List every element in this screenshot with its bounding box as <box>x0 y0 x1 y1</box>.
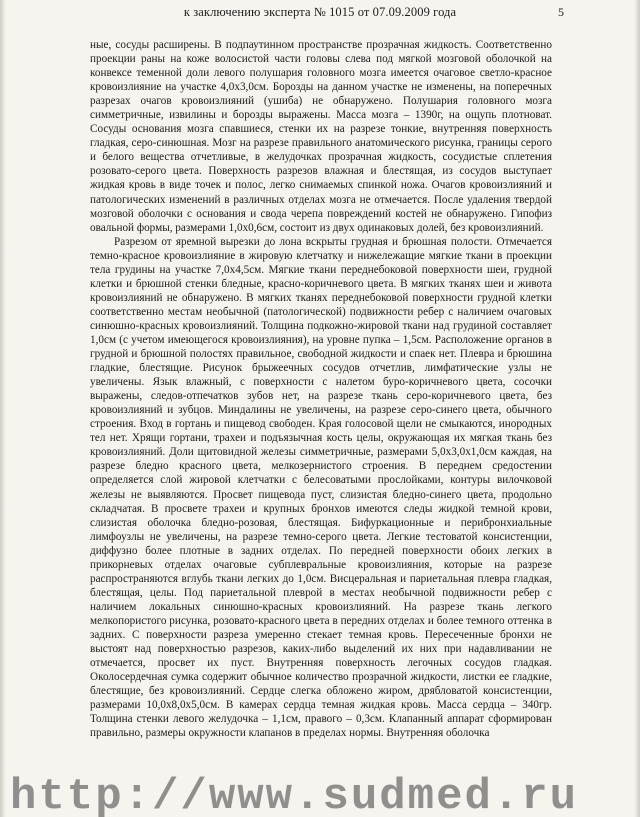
page-header: к заключению эксперта № 1015 от 07.09.2009 года <box>183 5 457 19</box>
scan-edge-left <box>0 0 6 817</box>
scan-edge-right <box>634 0 640 817</box>
site-watermark: http://www.sudmed.ru <box>10 772 579 817</box>
paragraph-brain: ные, сосуды расширены. В подпаутинном пространстве прозрачная жидкость. Соответственно проекции раны на коже волосистой части головы слева под мягкой мозговой оболочкой на конвексе теменной доли левого полушария головного мозга имеется очаговое светло-красное кровоизлияние на участке 4,0х3,0см. Борозды на данном участке не изменены, на поперечных разрезах очагов кровоизлияний (ушиба) не обнаружено. Полушария головного мозга симметричные, извилины и борозды выражены. Масса мозга – 1390г, на ощупь плотноват. Сосуды основания мозга спавшиеся, стенки их на разрезе тонкие, внутренняя поверхность гладкая, серо-синюшная. Мозг на разрезе правильного анатомического рисунка, границы серого и белого вещества отчетливые, в желудочках прозрачная жидкость, сосудистые сплетения розовато-серого цвета. Поверхность разрезов влажная и блестящая, из сосудов выступает жидкая кровь в виде точек и полос, легко снимаемых спинкой ножа. Очагов кровоизлияний и патологических изменений в различных отделах мозга не отмечается. После удаления твердой мозговой оболочки с основания и свода черепа повреждений костей не обнаружено. Гипофиз овальной формы, размерами 1,0х0,6см, состоит из двух одинаковых долей, без кровоизлияний. <box>90 39 552 234</box>
page-number: 5 <box>558 5 564 19</box>
paragraph-chest-abdomen: Разрезом от яремной вырезки до лона вскрыты грудная и брюшная полости. Отмечается темно-красное кровоизлияние в жировую клетчатку и нижележащие мягкие ткани в проекции тела грудины на участке 7,0х4,5см. Мягкие ткани переднебоковой поверхности шеи, грудной клетки и брюшной стенки бледные, красно-коричневого цвета. В мягких тканях шеи и живота кровоизлияний не обнаружено. В мягких тканях переднебоковой поверхности грудной клетки соответственно местам необычной (патологической) подвижности ребер с наличием очаговых синюшно-красных кровоизлияний. Толщина подкожно-жировой ткани над грудиной составляет 1,0см (с учетом имеющегося кровоизлияния), на уровне пупка – 1,5см. Расположение органов в грудной и брюшной полостях правильное, свободной жидкости и спаек нет. Плевра и брюшина гладкие, блестящие. Рисунок брыжеечных сосудов отчетлив, лимфатические узлы не увеличены. Язык влажный, с поверхности с налетом буро-коричневого цвета, сосочки выражены, следов-отпечатков зубов нет, на разрезе ткань серо-коричневого цвета, без кровоизлияний и зубцов. Миндалины не увеличены, на разрезе серо-синего цвета, обычного строения. Вход в гортань и пищевод свободен. Края голосовой щели не смыкаются, инородных тел нет. Хрящи гортани, трахеи и подъязычная кость целы, окружающая их мягкая ткань без кровоизлияний. Доли щитовидной железы симметричные, размерами 5,0х3,0х1,0см каждая, на разрезе бледно красного цвета, мелкозернистого строения. В переднем средостении определяется слой жировой клетчатки с белесоватыми прослойками, контуры вилочковой железы не выявляются. Просвет пищевода пуст, слизистая бледно-синего цвета, продольно складчатая. В просвете трахеи и крупных бронхов имеются следы жидкой темной крови, слизистая оболочка бледно-розовая, блестящая. Бифуркационные и перибронхиальные лимфоузлы не увеличены, на разрезе темно-серого цвета. Легкие тестоватой консистенции, диффузно более плотные в задних отделах. По передней поверхности обоих легких в прикорневых отделах очаговые субплевральные кровоизлияния, которые на разрезе распространяются вглубь ткани легких до 1,0см. Висцеральная и париетальная плевра гладкая, блестящая, целы. Под париетальной плеврой в местах необычной подвижности ребер с наличием локальных синюшно-красных кровоизлияний. На разрезе ткань легкого мелкопористого рисунка, розовато-красного цвета в передних отделах и более темного оттенка в задних. С поверхности разреза умеренно стекает темная кровь. Пересеченные бронхи не выстоят над поверхностью разрезов, каких-либо выделений их них при надавливании не отмечается, просвет их пуст. Внутренняя поверхность легочных сосудов гладкая. Околосердечная сумка содержит обычное количество прозрачной жидкости, листки ее гладкие, блестящие, без кровоизлияний. Сердце слегка обложено жиром, дрябловатой консистенции, размерами 10,0х8,0х5,0см. В камерах сердца темная жидкая кровь. Масса сердца – 340гр. Толщина стенки левого желудочка – 1,1см, правого – 0,3см. Клапанный аппарат сформирован правильно, размеры окружности клапанов в пределах нормы. Внутренняя оболочка <box>90 235 552 740</box>
document-body <box>90 38 552 740</box>
